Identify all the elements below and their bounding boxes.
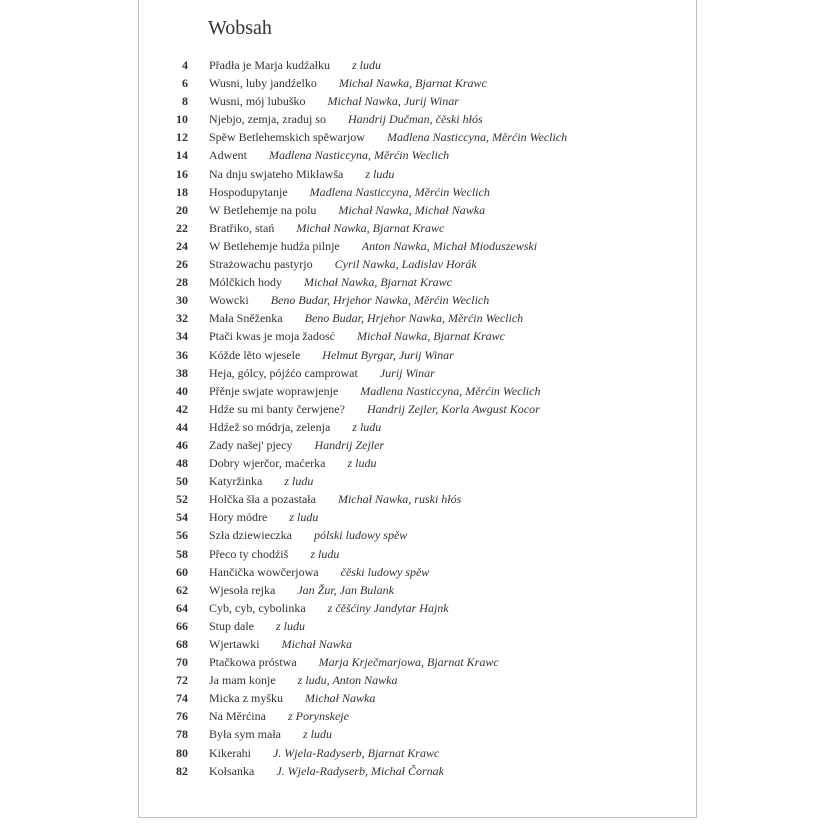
toc-song-title: Dobry wjerčor, maćerka (209, 456, 326, 471)
toc-page-number: 8 (182, 94, 188, 109)
toc-page-number: 76 (176, 709, 188, 724)
toc-song-credit: Handrij Zejler, Korla Awgust Kocor (366, 401, 540, 416)
toc-entry (139, 507, 696, 525)
toc-song-line (209, 619, 305, 634)
toc-song-credit: Beno Budar, Hrjehor Nawka, Měrćin Weclich (304, 311, 524, 326)
document-page (138, 0, 697, 818)
toc-song-line (209, 691, 375, 706)
toc-page-number: 62 (176, 582, 188, 597)
toc-song-credit: z ludu (365, 166, 395, 181)
toc-song-line (209, 329, 505, 344)
toc-entry (139, 616, 696, 634)
toc-song-title: Hory módre (209, 510, 268, 525)
toc-page-number: 22 (176, 220, 188, 235)
toc-song-title: Zady našej' pjecy (209, 437, 293, 452)
toc-page-number: 52 (176, 492, 188, 507)
toc-song-line (209, 583, 394, 598)
toc-song-title: Hdźež so módrja, zelenja (209, 419, 331, 434)
toc-song-line (209, 148, 449, 163)
toc-song-title: Hančička wowčerjowa (209, 564, 319, 579)
toc-page-number: 78 (176, 727, 188, 742)
toc-song-credit: Madlena Nasticcyna, Měrćin Weclich (269, 148, 450, 163)
toc-entry (139, 598, 696, 616)
toc-song-line (209, 275, 452, 290)
toc-song-line (209, 257, 477, 272)
toc-song-credit: Madlena Nasticcyna, Měrćin Weclich (309, 184, 490, 199)
toc-entry (139, 688, 696, 706)
toc-song-title: W Betlehemje na polu (209, 202, 317, 217)
toc-entry (139, 55, 696, 73)
toc-song-line (209, 528, 407, 543)
toc-entry (139, 326, 696, 344)
toc-song-title: Strażowachu pastyrjo (209, 257, 313, 272)
toc-song-line (209, 366, 435, 381)
toc-song-credit: z Porynskeje (287, 709, 349, 724)
toc-song-title: Kóžde lěto wjesele (209, 347, 301, 362)
toc-page-number: 10 (176, 112, 188, 127)
toc-page-number: 36 (176, 347, 188, 362)
toc-page-number: 44 (176, 419, 188, 434)
toc-entry (139, 706, 696, 724)
toc-song-title: Cyb, cyb, cybolinka (209, 600, 306, 615)
toc-page-number: 80 (176, 745, 188, 760)
toc-song-title: Wusni, mój lubuško (209, 94, 306, 109)
toc-song-credit: Michał Nawka, Bjarnat Krawc (296, 220, 445, 235)
toc-entry (139, 544, 696, 562)
toc-page-number: 72 (176, 673, 188, 688)
toc-song-title: Micka z myšku (209, 691, 283, 706)
toc-entry (139, 200, 696, 218)
toc-song-line (209, 637, 352, 652)
toc-entry (139, 435, 696, 453)
toc-song-line (209, 438, 384, 453)
toc-entry (139, 127, 696, 145)
toc-song-credit: Handrij Dučman, čěski hłós (347, 112, 483, 127)
toc-song-line (209, 185, 490, 200)
toc-song-title: Kołsanka (209, 763, 255, 778)
toc-song-line (209, 601, 449, 616)
toc-page-number: 50 (176, 474, 188, 489)
toc-song-title: Stup dale (209, 618, 254, 633)
toc-page-number: 60 (176, 564, 188, 579)
toc-entry (139, 164, 696, 182)
toc-entry (139, 489, 696, 507)
toc-song-title: Katyržinka (209, 474, 263, 489)
toc-song-line (209, 239, 537, 254)
toc-page-number: 48 (176, 456, 188, 471)
toc-page-number: 18 (176, 184, 188, 199)
toc-entry (139, 743, 696, 761)
toc-song-credit: Handrij Zejler (314, 437, 385, 452)
toc-entry (139, 182, 696, 200)
toc-song-credit: Michał Nawka, Jurij Winar (327, 94, 459, 109)
toc-song-line (209, 94, 459, 109)
toc-page-number: 38 (176, 365, 188, 380)
toc-page-number: 70 (176, 655, 188, 670)
toc-entry (139, 363, 696, 381)
page-title: Wobsah (208, 17, 272, 39)
toc-song-line (209, 474, 313, 489)
toc-song-credit: z čěšćiny Jandytar Hajnk (327, 600, 449, 615)
toc-song-credit: Madlena Nasticcyna, Měrćin Weclich (386, 130, 568, 145)
toc-song-line (209, 673, 397, 688)
toc-entry (139, 724, 696, 742)
toc-song-line (209, 167, 394, 182)
toc-song-line (209, 348, 454, 363)
toc-song-line (209, 510, 318, 525)
toc-page-number: 32 (176, 311, 188, 326)
toc-page-number: 66 (176, 618, 188, 633)
toc-entry (139, 272, 696, 290)
toc-entry (139, 145, 696, 163)
toc-song-line (209, 709, 349, 724)
toc-song-line (209, 456, 376, 471)
toc-song-title: Na Měrćina (209, 709, 266, 724)
toc-page-number: 74 (176, 691, 188, 706)
toc-song-title: Njebjo, zemja, zraduj so (209, 112, 326, 127)
toc-song-line (209, 764, 444, 779)
toc-entry (139, 453, 696, 471)
toc-entry (139, 308, 696, 326)
toc-song-credit: Marja Krječmarjowa, Bjarnat Krawc (318, 655, 499, 670)
toc-song-title: Adwent (209, 148, 247, 163)
toc-song-title: Wjesoła rejka (209, 582, 276, 597)
toc-song-title: Bratřiko, stań (209, 220, 275, 235)
toc-song-credit: Michał Nawka, ruski hłós (337, 492, 462, 507)
toc-song-title: Szła dziewieczka (209, 528, 292, 543)
toc-page-number: 16 (176, 166, 188, 181)
toc-entry (139, 417, 696, 435)
toc-song-line (209, 565, 429, 580)
toc-entry (139, 525, 696, 543)
toc-song-title: Mólčkich hody (209, 275, 282, 290)
toc-page-number: 58 (176, 546, 188, 561)
toc-song-title: Hdźe su mi banty čerwjene? (209, 401, 345, 416)
toc-entry (139, 218, 696, 236)
toc-song-title: Holčka šła a pozastała (209, 492, 316, 507)
toc-song-credit: z ludu (276, 618, 306, 633)
toc-song-title: Hospodupytanje (209, 184, 288, 199)
toc-page-number: 56 (176, 528, 188, 543)
toc-page-number: 54 (176, 510, 188, 525)
toc-song-line (209, 420, 381, 435)
toc-song-title: Kikerahi (209, 745, 251, 760)
toc-song-credit: Madlena Nasticcyna, Měrćin Weclich (360, 383, 541, 398)
toc-song-line (209, 130, 567, 145)
toc-entry (139, 109, 696, 127)
toc-entry (139, 254, 696, 272)
toc-entry (139, 580, 696, 598)
toc-page-number: 42 (176, 401, 188, 416)
toc-song-line (209, 384, 540, 399)
toc-song-line (209, 746, 439, 761)
toc-song-title: Přeco ty chodźiš (209, 546, 289, 561)
toc-song-title: Spěw Betlehemskich spěwarjow (209, 130, 365, 145)
toc-song-line (209, 727, 332, 742)
toc-song-credit: Helmut Byrgar, Jurij Winar (322, 347, 454, 362)
toc-entry (139, 634, 696, 652)
toc-song-title: Wusni, luby jandźelko (209, 76, 317, 91)
toc-song-credit: Michał Nawka, Bjarnat Krawc (304, 275, 452, 290)
toc-song-title: Přadła je Marja kudźałku (209, 58, 330, 72)
toc-page-number: 24 (176, 238, 188, 253)
toc-song-line (209, 221, 444, 236)
toc-song-title: Ptačkowa próstwa (209, 655, 297, 670)
toc-entry (139, 345, 696, 363)
toc-page-number: 68 (176, 637, 188, 651)
toc-song-title: Wowcki (209, 293, 249, 308)
toc-song-title: Heja, gólcy, pójźćo camprowat (209, 365, 358, 380)
toc-page-number: 64 (176, 600, 188, 615)
toc-entry (139, 290, 696, 308)
toc-song-credit: z ludu (310, 546, 340, 561)
toc-song-credit: z ludu (347, 456, 377, 471)
toc-song-credit: z ludu (351, 58, 381, 72)
toc-entry (139, 562, 696, 580)
toc-song-title: Přěnje swjate woprawjenje (209, 383, 339, 398)
table-of-contents (139, 55, 696, 779)
toc-song-credit: Michał Nawka, Michał Nawka (338, 202, 486, 217)
toc-page-number: 30 (176, 293, 188, 308)
toc-song-credit: Michał Nawka, Bjarnat Krawc (338, 76, 487, 91)
toc-entry (139, 761, 696, 779)
toc-song-credit: z ludu (352, 419, 382, 434)
toc-page-number: 46 (176, 437, 188, 452)
toc-page-number: 20 (176, 202, 188, 217)
toc-song-credit: z ludu (303, 727, 333, 742)
toc-song-credit: z ludu (284, 474, 314, 489)
toc-page-number: 12 (176, 130, 188, 145)
toc-song-credit: Cyril Nawka, Ladislav Horák (334, 257, 477, 272)
toc-page-number: 28 (176, 275, 188, 290)
toc-song-credit: z ludu (289, 510, 319, 525)
toc-song-credit: Jan Žur, Jan Bulank (297, 582, 394, 597)
toc-page-number: 14 (176, 148, 188, 163)
toc-song-line (209, 112, 483, 127)
toc-song-line (209, 76, 487, 91)
toc-song-line (209, 547, 339, 562)
toc-song-credit: Michał Nawka, Bjarnat Krawc (356, 329, 505, 344)
toc-entry (139, 236, 696, 254)
toc-song-credit: Michał Nawka (281, 637, 352, 651)
toc-song-credit: pólski ludowy spěw (313, 528, 408, 543)
toc-song-credit: Jurij Winar (379, 365, 435, 380)
toc-page-number: 40 (176, 383, 188, 398)
toc-song-title: Mała Sněženka (209, 311, 283, 326)
toc-song-title: Ptači kwas je moja žadosć (209, 329, 335, 344)
toc-song-credit: J. Wjela-Radyserb, Michał Čornak (276, 763, 444, 778)
toc-page-number: 34 (176, 329, 188, 344)
toc-song-credit: Michał Nawka (305, 691, 376, 706)
toc-entry (139, 471, 696, 489)
toc-page-number: 82 (176, 763, 188, 778)
toc-song-line (209, 655, 499, 670)
toc-song-line (209, 203, 485, 218)
toc-song-line (209, 492, 461, 507)
toc-song-title: W Betlehemje hudźa pilnje (209, 238, 340, 253)
toc-entry (139, 91, 696, 109)
toc-entry (139, 381, 696, 399)
toc-entry (139, 670, 696, 688)
toc-song-line (209, 311, 523, 326)
toc-song-line (209, 402, 540, 417)
toc-song-title: Wjertawki (209, 637, 260, 651)
toc-page-number: 4 (182, 58, 188, 72)
toc-song-credit: z ludu, Anton Nawka (297, 673, 398, 688)
toc-song-line (209, 293, 489, 308)
toc-song-credit: Anton Nawka, Michał Mioduszewski (361, 238, 538, 253)
toc-entry (139, 399, 696, 417)
toc-page-number: 26 (176, 257, 188, 272)
toc-song-title: Na dnju swjateho Mikławša (209, 166, 344, 181)
toc-entry (139, 73, 696, 91)
toc-song-line (209, 58, 381, 73)
toc-song-title: Była sym mała (209, 727, 281, 742)
toc-page-number: 6 (182, 76, 188, 91)
toc-song-title: Ja mam konje (209, 673, 276, 688)
toc-song-credit: J. Wjela-Radyserb, Bjarnat Krawc (272, 745, 440, 760)
toc-entry (139, 652, 696, 670)
toc-song-credit: Beno Budar, Hrjehor Nawka, Měrćin Weclich (270, 293, 490, 308)
toc-song-credit: čěski ludowy spěw (340, 564, 430, 579)
